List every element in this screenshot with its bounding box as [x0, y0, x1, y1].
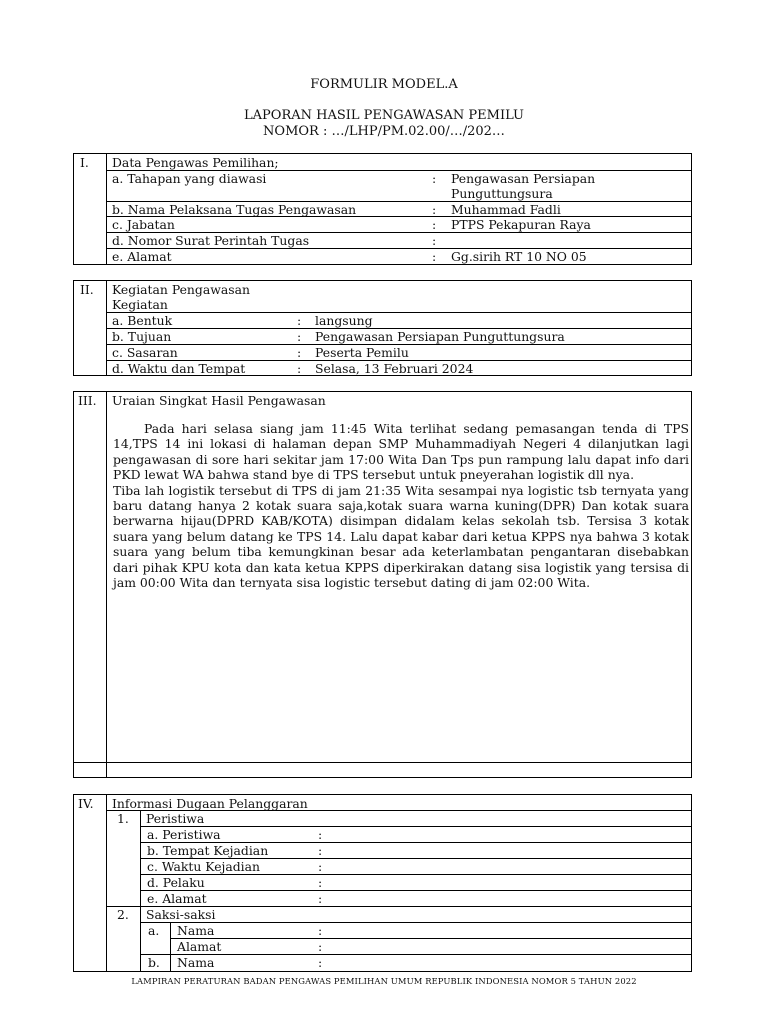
row-separator: :: [318, 923, 323, 938]
section-2-number: II.: [80, 282, 94, 297]
row-label: c. Sasaran: [112, 345, 178, 360]
row-separator: :: [318, 955, 323, 970]
row-separator: :: [297, 345, 302, 360]
row-label: d. Waktu dan Tempat: [112, 361, 246, 376]
section-1-title: Data Pengawas Pemilihan;: [112, 155, 279, 170]
row-separator: :: [318, 827, 323, 842]
report-title: LAPORAN HASIL PENGAWASAN PEMILU: [244, 108, 524, 123]
divider: [140, 890, 692, 891]
subsection-title: Saksi-saksi: [146, 907, 216, 922]
divider: [140, 810, 141, 972]
divider: [73, 762, 692, 763]
row-label: d. Nomor Surat Perintah Tugas: [112, 233, 310, 248]
row-separator: :: [297, 313, 302, 328]
divider: [140, 954, 692, 955]
subsection-title: Peristiwa: [146, 811, 205, 826]
row-separator: :: [318, 875, 323, 890]
divider: [140, 874, 692, 875]
row-separator: :: [318, 843, 323, 858]
divider: [170, 922, 171, 972]
row-label: e. Alamat: [147, 891, 207, 906]
row-label: c. Jabatan: [112, 217, 175, 232]
report-narrative: [113, 421, 689, 590]
section-4-number: IV.: [78, 796, 94, 811]
narrative-paragraph: Pada hari selasa siang jam 11:45 Wita terlihat sedang pemasangan tenda di TPS 14,TPS 14 ini lokasi di halaman depan SMP Muhammadiyah Negeri 4 dilanjutkan lagi pengawasan di sore hari sekitar jam 17:00 Wita Dan Tps pun rampung lalu dapat info dari PKD lewat WA bahwa stand bye di TPS tersebut untuk pneyerahan logistik dll nya.: [113, 421, 689, 483]
report-number: NOMOR : …/LHP/PM.02.00/…/202…: [263, 124, 505, 139]
divider: [140, 922, 692, 923]
row-value: Pengawasan Persiapan Punguttungsura: [315, 329, 565, 344]
row-value: Pengawasan Persiapan: [451, 171, 596, 186]
row-separator: :: [318, 859, 323, 874]
row-label: c. Waktu Kejadian: [147, 859, 261, 874]
subsection-number: 1.: [117, 811, 129, 826]
section-3-title: Uraian Singkat Hasil Pengawasan: [112, 393, 326, 408]
row-label: b. Tujuan: [112, 329, 172, 344]
row-separator: :: [297, 329, 302, 344]
row-value: Selasa, 13 Februari 2024: [315, 361, 474, 376]
form-title: FORMULIR MODEL.A: [310, 77, 458, 92]
subsection-number: 2.: [117, 907, 129, 922]
row-label: Nama: [177, 923, 215, 938]
row-label: a. Bentuk: [112, 313, 173, 328]
row-label: d. Pelaku: [147, 875, 205, 890]
row-label: a. Peristiwa: [147, 827, 221, 842]
divider: [106, 794, 107, 972]
witness-letter: b.: [148, 955, 160, 970]
row-separator: :: [432, 233, 437, 248]
row-separator: :: [297, 361, 302, 376]
row-label: a. Tahapan yang diawasi: [112, 171, 267, 186]
section-1-number: I.: [80, 155, 89, 170]
narrative-paragraph: Tiba lah logistik tersebut di TPS di jam 21:35 Wita sesampai nya logistic tsb ternyata yang baru datang hanya 2 kotak suara saja,kotak suara warna kuning(DPR) Dan kotak suara berwarna hijau(DPRD KAB/KOTA) disimpan didalam kelas sekolah tsb. Tersisa 3 kotak suara yang belum datang ke TPS 14. Lalu dapat kabar dari ketua KPPS nya bahwa 3 kotak suara yang belum tiba kemungkinan besar ada keterlambatan pengantaran disebabkan dari pihak KPU kota dan kata ketua KPPS diperkirakan datang sisa logistik yang tersisa di jam 00:00 Wita dan ternyata sisa logistic tersebut dating di jam 02:00 Wita.: [113, 482, 689, 591]
row-separator: :: [432, 217, 437, 232]
row-separator: :: [432, 171, 437, 186]
section-2-title: Kegiatan Pengawasan: [112, 282, 250, 297]
section-2-subtitle: Kegiatan: [112, 297, 168, 312]
row-label: b. Nama Pelaksana Tugas Pengawasan: [112, 202, 357, 217]
row-value: Gg.sirih RT 10 NO 05: [451, 249, 587, 264]
row-label: e. Alamat: [112, 249, 172, 264]
divider: [106, 391, 107, 778]
divider: [140, 826, 692, 827]
row-value: langsung: [315, 313, 373, 328]
row-label: Nama: [177, 955, 215, 970]
section-4-title: Informasi Dugaan Pelanggaran: [112, 796, 308, 811]
row-separator: :: [318, 891, 323, 906]
divider: [106, 248, 692, 249]
row-label: Alamat: [177, 939, 222, 954]
row-value: Punguttungsura: [451, 186, 553, 201]
divider: [170, 938, 692, 939]
row-separator: :: [318, 939, 323, 954]
row-label: b. Tempat Kejadian: [147, 843, 269, 858]
witness-letter: a.: [148, 923, 160, 938]
row-separator: :: [432, 202, 437, 217]
section-3-number: III.: [78, 393, 97, 408]
row-value: Muhammad Fadli: [451, 202, 561, 217]
page-footer: LAMPIRAN PERATURAN BADAN PENGAWAS PEMILIHAN UMUM REPUBLIK INDONESIA NOMOR 5 TAHUN 2022: [131, 976, 637, 986]
divider: [106, 312, 692, 313]
row-value: PTPS Pekapuran Raya: [451, 217, 591, 232]
row-separator: :: [432, 249, 437, 264]
row-value: Peserta Pemilu: [315, 345, 409, 360]
